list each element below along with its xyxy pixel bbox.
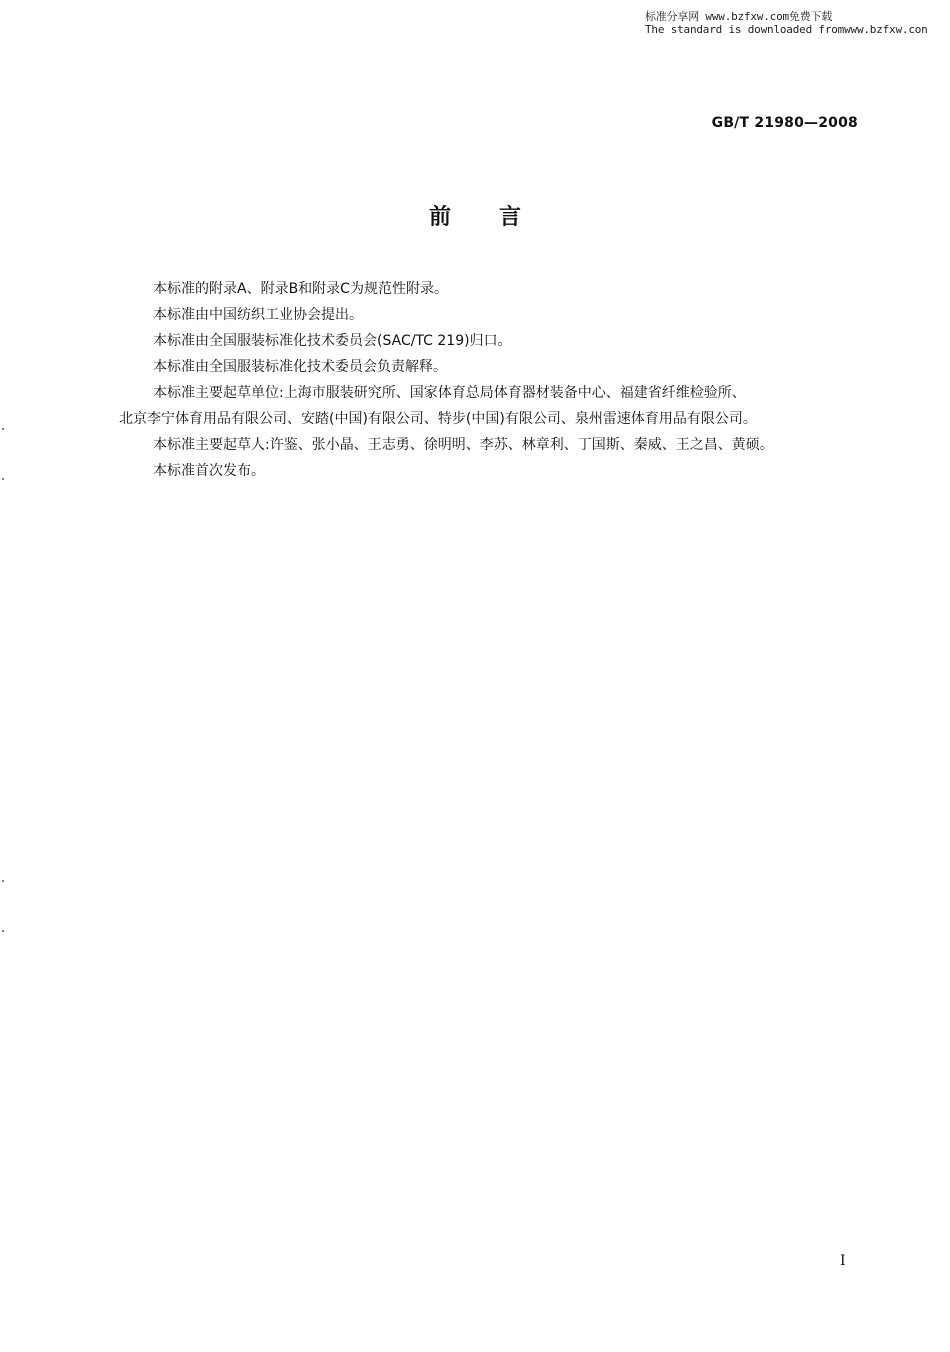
paragraph-proposed-by: 本标准由中国纺织工业协会提出。 — [153, 307, 363, 323]
paragraph-drafting-units: 本标准主要起草单位:上海市服装研究所、国家体育总局体育器材装备中心、福建省纤维检验所、 — [153, 385, 746, 401]
paragraph-drafting-units-continued: 北京李宁体育用品有限公司、安踏(中国)有限公司、特步(中国)有限公司、泉州雷速体育用品有限公司。 — [119, 411, 757, 427]
standard-code: GB/T 21980—2008 — [711, 115, 858, 131]
page-number: I — [840, 1253, 846, 1269]
watermark-line-en: The standard is downloaded fromwww.bzfxw.con — [645, 23, 928, 36]
page-title: 前言 — [428, 205, 569, 230]
watermark-line-cn: 标准分享网 www.bzfxw.com免费下载 — [645, 10, 833, 23]
watermark — [645, 10, 928, 36]
paragraph-under-jurisdiction: 本标准由全国服装标准化技术委员会(SAC/TC 219)归口。 — [153, 333, 512, 349]
paragraph-first-release: 本标准首次发布。 — [153, 463, 265, 479]
scan-speck — [2, 930, 4, 932]
scan-speck — [2, 880, 4, 882]
paragraph-annex-note: 本标准的附录A、附录B和附录C为规范性附录。 — [153, 281, 448, 297]
scan-speck — [2, 428, 4, 430]
foreword-body — [119, 276, 869, 484]
paragraph-interpretation: 本标准由全国服装标准化技术委员会负责解释。 — [153, 359, 447, 375]
scan-speck — [2, 478, 4, 480]
paragraph-drafters: 本标准主要起草人:许鉴、张小晶、王志勇、徐明明、李苏、林章利、丁国斯、秦威、王之昌、黄硕。 — [153, 437, 774, 453]
